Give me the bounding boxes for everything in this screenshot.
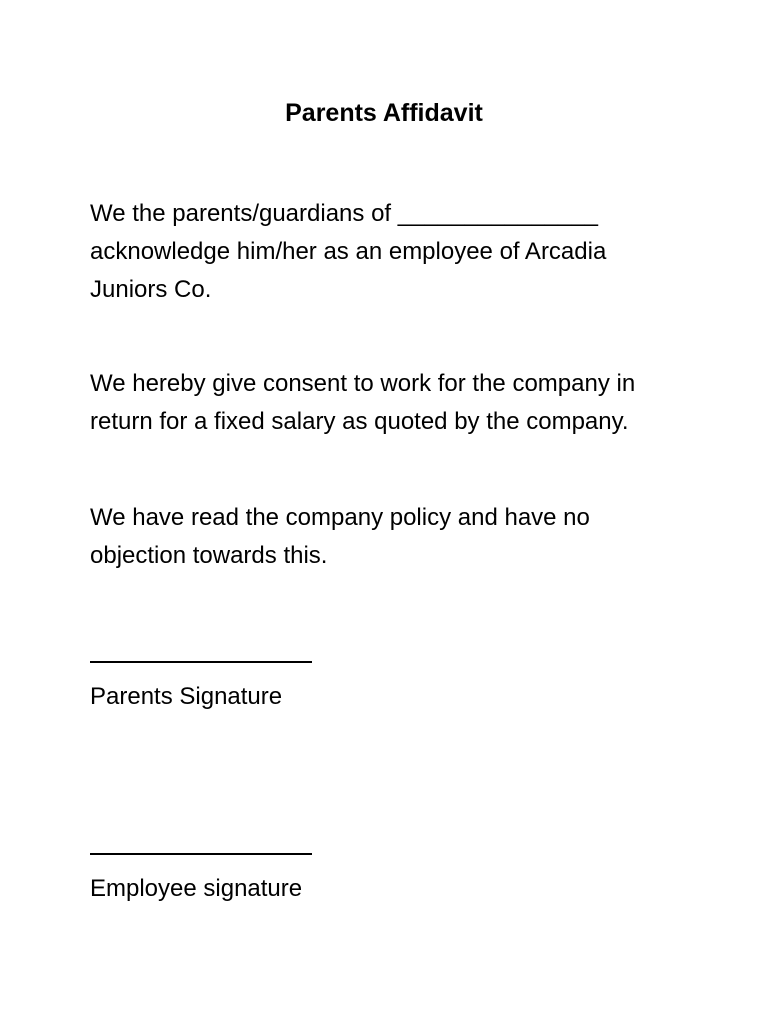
paragraph-consent: We hereby give consent to work for the company in return for a fixed salary as quoted by the company. bbox=[90, 370, 636, 435]
parents-signature-label: Parents Signature bbox=[90, 683, 283, 710]
employee-signature-line bbox=[90, 853, 312, 855]
paragraph-policy: We have read the company policy and have no objection towards this. bbox=[90, 504, 590, 569]
paragraph-acknowledgement: We the parents/guardians of _______________ acknowledge him/her as an employee of Arcadia Juniors Co. bbox=[90, 200, 607, 303]
parents-signature-line bbox=[90, 661, 312, 663]
employee-signature-label: Employee signature bbox=[90, 875, 303, 902]
document-title: Parents Affidavit bbox=[285, 99, 483, 127]
